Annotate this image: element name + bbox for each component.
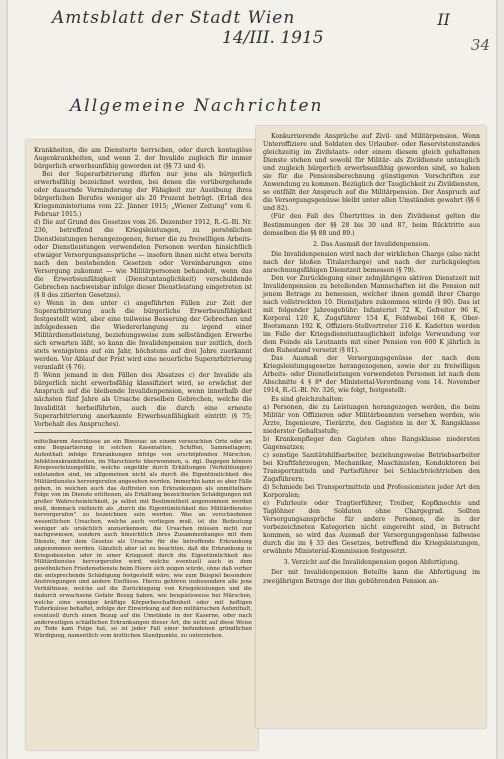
paragraph: d) Die auf Grund des Gesetzes vom 26. Dezember 1912, R.-G.-Bl. Nr. 236, betreffend die Kriegsleistungen, zu persönlichen Dienstleistungen herangezogenen, ferner die zu freiwilligen Arbeits- oder Dienstleistungen verwendeten Personen werden hinsichtlich etwaiger Versorgungsansprüche — insofern ihnen nicht etwa bereits nach den bestehenden Gesetzen oder Vereinbarungen eine Versorgung zukommt — wie Militärpersonen behandelt, wenn das die Erwerbsunfähigkeit (Dienstuntauglichkeit) verschuldende Gebrechen nachweisbar infolge dieser Dienstleistung eingetreten ist (§ 8 des zitierten Gesetzes). [34,219,252,299]
list-item: c) sonstige Sanitätshilfsarbeiter, beziehungsweise Betriebsarbeiter bei Kraftfahrzeugen, Mechaniker, Maschinisten, Konduktoren bei Transportmitteln und Partieführer bei Schlachtviehtrieben den Zugsführern; [263,451,480,483]
paragraph: Der mit Invalidenpension Beteilte kann die Abfertigung im zweijährigen Betrage der ihm gebührenden Pension an- [263,569,480,585]
section-heading: 3. Verzicht auf die Invalidenpension gegen Abfertigung. [283,559,460,567]
footnote-divider [34,432,252,433]
left-text-column [34,147,252,640]
paragraph: Die Invalidenpension wird nach der wirklichen Charge (also nicht nach der bloßen Titularcharge) und nach der zurückgelegten anrechnungsfähigen Dienstzeit bemessen (§ 79). [263,250,480,274]
list-item: a) Personen, die zu Leistungen herangezogen werden, die beim Militär von Offizieren oder Militärbeamten versehen werden, wie Ärzte, Ingenieure, Tierärzte, den Gagisten in der X. Rangsklasse niederster Gehaltsstufe; [263,403,480,435]
footnote-text: mittelbarem Anschlusse an ein Biwouac an einem verseuchten Orte oder an eine Bequartierung in solchen Kasematten, Schiffen, Sammellagern, Aufenthalt infolge Erkrankungen infolge von erschöpfenden Märschen, Infektionskrankheiten, im Marschierte überwommen, u. dgl. Dagegen können Kriegsverletzungsfälle, welche ungefähr durch Erkältungen (Verkühlungen) entstanden sind, im allgemeinen nicht als durch die Eigentümlichkeit des Militärdienstes hervorgerufen angesehen werden. Immerhin kann es aber Fälle geben, in welchen auch das Auftreten von Erkrankungen als unmittelbare Folge von im Dienste erlittenen, als Erkältung bezeichneten Schädigungen mit großer Wahrscheinlichkeit, ja selbst mit Bestimmtheit angenommen werden muß, demnach vielleicht als „durch die Eigentümlichkeit des Militärdienstes hervorgerufen" zu bezeichnen sein werden. Was an verschiedenen wesentlichen Ursachen, welche auch vorliegen muß, ist die Bedeutung weniger als ursächlich anzuerkennen; die Ursachen müssen nicht nur nachgewiesen, sondern auch hinsichtlich ihres Zusammenhanges mit dem Dienste, der dem Gesetze als Ursache für die betreffende Erkrankung angenommen werden. Gänzlich aber ist zu beachten, daß die Erkrankung in Kriegsdiensten oder in einer Kriegszeit durch die Eigentümlichkeit des Militärdienstes hervorgerufen wird, welche eventuell auch in dem gewöhnlichen Friedensdienste beim Heere sich zeigen würde, ohne daß vorher die entsprechende Schädigung festgestellt wäre, wie zum Beispiel besondere Anstrengungen und andere Einflüsse. Hierzu gehören insbesondere alle jene Verhältnisse, welche auf die Zurücklegung von Kriegsleistungen und die dadurch erwachsene Gefahr Bezug haben, wie beispielsweise bei Märschen, welche eine weniger kräftige Körperbeschaffenheit oder mit heftigen Tuberkulose behaftet, infolge der Einwirkung auf den militärischen Aufenthalt, eventuell durch einen Bezug auf die Umstände in der Kaserne, oder nach anderweitigen schädlichen Erkrankungen dieser Art, die nicht auf diese Weise zu Tode kam Folge hat, so ist jeder Fall einer befundenen gründlichen Würdigung, namentlich vom ärztlichen Standpunkte, zu unterziehen. [34,438,252,640]
section-heading: 2. Das Ausmaß der Invalidenpension. [312,240,431,248]
paragraph: Krankheiten, die am Dienstorte herrschen, oder durch kontagiöse Augenkrankheiten, und wenn 2. der Invalide zugleich für immer bürgerlich erwerbsunfähig geworden ist (§§ 73 und 4). [34,147,252,171]
handwritten-date: 14/III. 1915 [222,28,324,48]
paragraph: (Für den Fall des Übertrittes in den Zivildienst gelten die Bestimmungen der §§ 28 bis 30 und 87, beim Rücktritte aus demselben die §§ 88 und 89.) [263,213,480,237]
list-item: b) Krankenpfleger den Gagisten ohne Rangsklasse niedersten Gagensatzes; [263,435,480,451]
paragraph: Bei der Superarbitrierung dürfen nur jene als bürgerlich erwerbsfähig bezeichnet werden, bei denen die vorübergehende oder dauernde Verminderung der Fähigkeit zur Ausübung ihres bürgerlichen Berufes weniger als 20 Prozent beträgt. (Erlaß des Kriegsministeriums vom 22. Jänner 1915; „Wiener Zeitung" vom 6. Februar 1915.) [34,171,252,219]
list-item: d) Schmiede bei Transportmitteln und Professionisten jeder Art den Korporalen; [263,484,480,500]
handwritten-section-heading: Allgemeine Nachrichten [70,96,324,116]
handwritten-page-mark: 34 [470,36,490,54]
right-text-column [263,133,480,586]
paragraph: e) Wenn in den unter c) angeführten Fällen zur Zeit der Superarbitrierung auch die bürgerliche Erwerbsunfähigkeit festgestellt wird, aber eine teilweise Besserung der Gebrechen und infolgedessen die Wiedererlangung zu irgend einer Militärdienstleistung, beziehungsweise zum selbständigen Erwerbe sich erwarten läßt, so kann die Invalidenpension nur zeitlich, doch stets wenigstens auf ein Jahr, höchstens auf drei Jahre zuerkannt werden. Vor Ablauf der Frist wird eine neuerliche Superarbitrierung veranlaßt (§ 76). [34,299,252,372]
paragraph: f) Wenn jemand in den Fällen des Absatzes c) der Invalide als bürgerlich nicht erwerbsfähig klassifiziert wird, so erwächst der Anspruch auf die bleibende Invalidenpension, wenn innerhalb der nächsten fünf Jahre als Ursache derselben Gebrechen, welche die Invalidität herbeiführten, auch die durch eine erneute Superarbitrierung anerkannte Erwerbsunfähigkeit eintritt (§ 75; Vorbehalt des Anspruches). [34,372,252,428]
paragraph: Das Ausmaß der Versorgungsgenüsse der nach dem Kriegsleistungsgesetze herangezogenen, sowie der zu freiwilligen Arbeits- oder Dienstleistungen verwendeten Personen ist nach dem Abschnitte 4 § 8* der Ministerial-Verordnung vom 14. November 1914, R.-G.-Bl. Nr. 326, wie folgt, festgestellt: [263,355,480,395]
list-item: e) Fuhrleute oder Tragtierführer, Treiber, Kopfknechte und Taglöhner den Soldaten ohne Chargegrad. Sollten Versorgungsansprüche für andere Personen, die in der vorbezeichneten Kategorien nicht eingereiht sind, in Betracht kommen, so wird das Ausmaß der Versorgungsgenüsse fallweise durch die im § 33 des Gesetzes, betreffend die Kriegsleistungen, erwähnte Ministerial-Kommission festgesetzt. [263,500,480,556]
handwritten-source-title: Amtsblatt der Stadt Wien [52,8,296,28]
paragraph: Konkurrierende Ansprüche auf Zivil- und Militärpension. Wenn Unteroffiziere und Soldaten des Urlauber- oder Reservistenstandes gleichzeitig im Zivilstaats- oder einem diesem gleich gehaltenen Dienste stehen und sowohl für Militär- als Zivildienste untauglich und zugleich bürgerlich erwerbsunfähig geworden sind, so haben sie für die Pensionsberechnung günstigeren Vorschriften zur Anwendung zu kommen. Bezüglich der Tauglichkeit zu Zivildiensten, so entfällt der Anspruch auf die Militärpension. Der Anspruch auf die Versorgungsgenüsse bleibt unter allen Umständen gewahrt (§§ 6 und 82). [263,133,480,213]
paragraph: Es sind gleichzuhalten: [271,395,344,403]
handwritten-issue-number: II [437,10,450,29]
paragraph: Den vor Zurücklegung einer zehnjährigen aktiven Dienstzeit mit Invalidenpension zu beteilenden Mannschaften ist die Pension mit jenem Betrage zu bemessen, welcher ihnen gemäß ihrer Charge nach vollstreckten 10. Dienstjahre zukommen würde (§ 80). Das ist mit folgender Jahresgebühr: Infanterist 72 K, Gefreiter 96 K, Korporal 120 K, Zugsführer 154 K, Feldwebel 168 K, Ober-Bootsmann 192 K, Offiziers-Stellvertreter 216 K. Kadetten werden im Falle der Kriegsdienstuntauglichkeit infolge Verwundung vor dem Feinde als Leutnants mit einer Pension von 600 K jährlich in den Ruhestand versetzt (§ 81). [263,274,480,355]
